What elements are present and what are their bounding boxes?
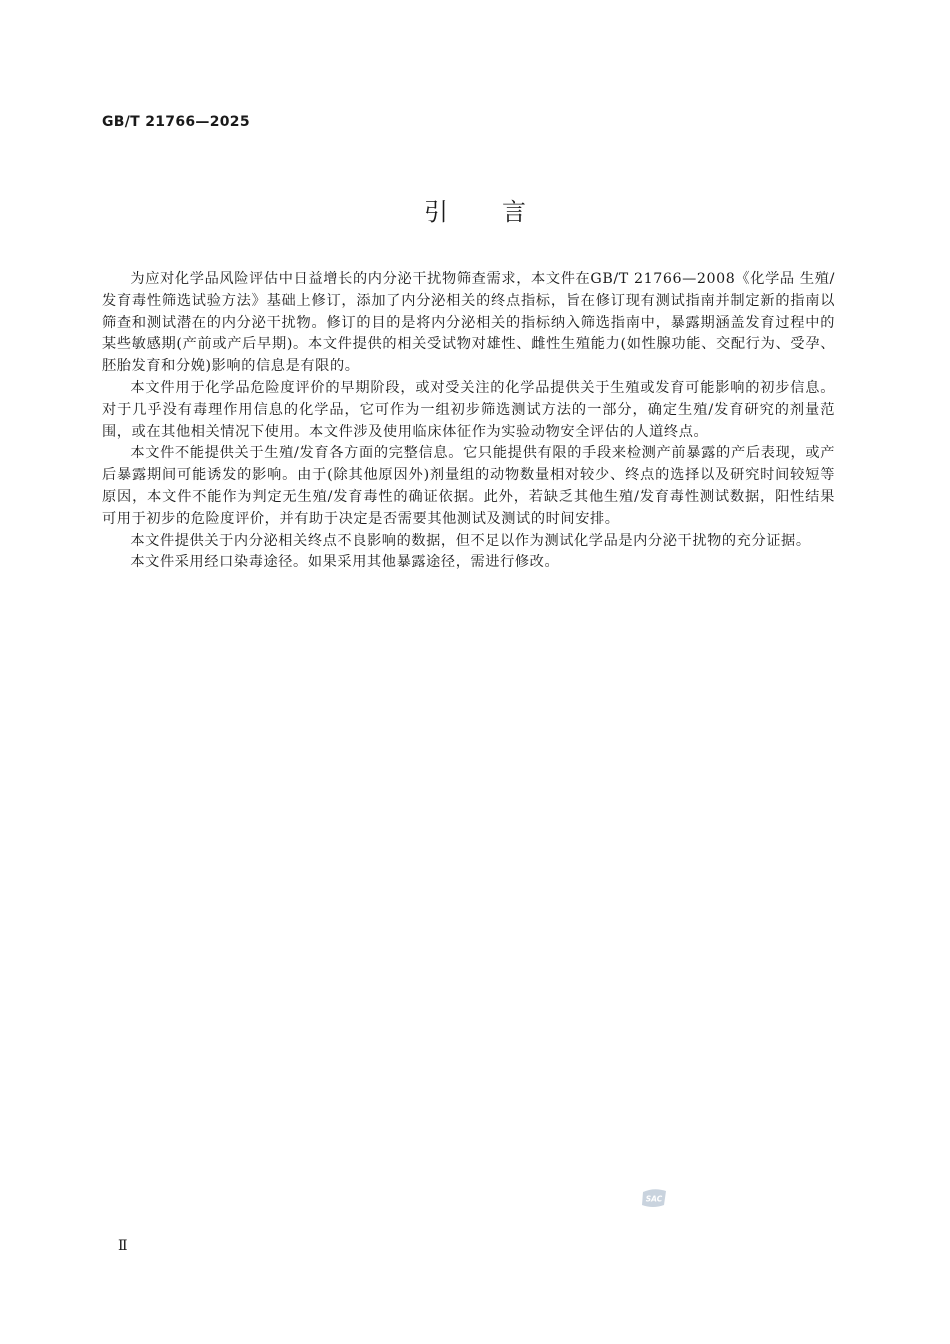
standard-code: GB/T 21766—2025 — [102, 114, 250, 130]
paragraph-2: 本文件用于化学品危险度评价的早期阶段，或对受关注的化学品提供关于生殖或发育可能影响的初步信息。对于几乎没有毒理作用信息的化学品，它可作为一组初步筛选测试方法的一部分，确定生殖/发育研究的剂量范围，或在其他相关情况下使用。本文件涉及使用临床体征作为实验动物安全评估的人道终点。 — [102, 379, 835, 440]
sac-watermark-logo — [640, 1186, 668, 1210]
page-number: Ⅱ — [118, 1238, 128, 1254]
paragraph-3: 本文件不能提供关于生殖/发育各方面的完整信息。它只能提供有限的手段来检测产前暴露的产后表现，或产后暴露期间可能诱发的影响。由于(除其他原因外)剂量组的动物数量相对较少、终点的选择以及研究时间较短等原因，本文件不能作为判定无生殖/发育毒性的确证依据。此外，若缺乏其他生殖/发育毒性测试数据，阳性结果可用于初步的危险度评价，并有助于决定是否需要其他测试及测试的时间安排。 — [102, 445, 835, 527]
page-title: 引言 — [424, 198, 580, 226]
sac-watermark-text: SAC — [645, 1194, 663, 1204]
paragraph-4: 本文件提供关于内分泌相关终点不良影响的数据，但不足以作为测试化学品是内分泌干扰物的充分证据。 — [130, 532, 811, 549]
paragraph-5: 本文件采用经口染毒途径。如果采用其他暴露途径，需进行修改。 — [130, 554, 560, 571]
body-text — [102, 269, 835, 574]
paragraph-1: 为应对化学品风险评估中日益增长的内分泌干扰物筛查需求，本文件在GB/T 21766—2008《化学品 生殖/发育毒性筛选试验方法》基础上修订，添加了内分泌相关的终点指标，旨在修订现有测试指南并制定新的指南以筛查和测试潜在的内分泌干扰物。修订的目的是将内分泌相关的指标纳入筛选指南中，暴露期涵盖发育过程中的某些敏感期(产前或产后早期)。本文件提供的相关受试物对雄性、雌性生殖能力(如性腺功能、交配行为、受孕、胚胎发育和分娩)影响的信息是有限的。 — [102, 271, 835, 375]
